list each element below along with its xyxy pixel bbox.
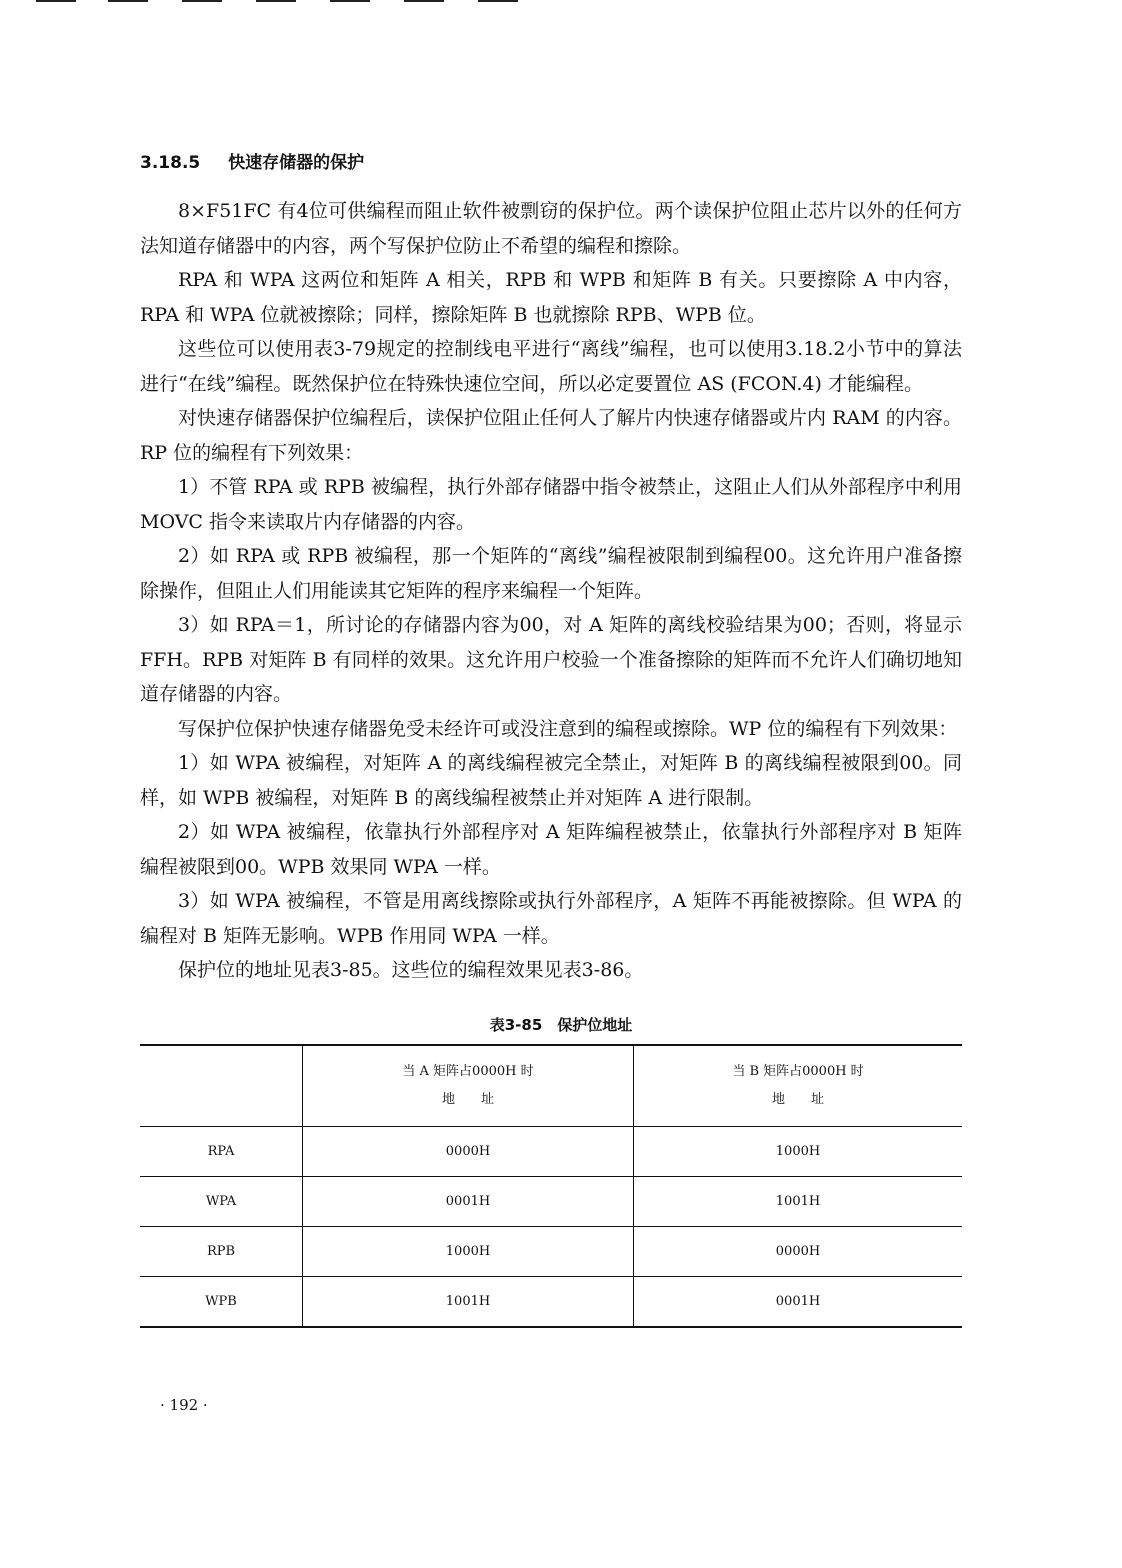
address-a-cell: 0001H (303, 1177, 634, 1227)
paragraph: 3）如 WPA 被编程，不管是用离线擦除或执行外部程序，A 矩阵不再能被擦除。但 WPA 的编程对 B 矩阵无影响。WPB 作用同 WPA 一样。 (140, 890, 962, 947)
paragraph: 1）如 WPA 被编程，对矩阵 A 的离线编程被完全禁止，对矩阵 B 的离线编程被限到00。同样，如 WPB 被编程，对矩阵 B 的离线编程被禁止并对矩阵 A 进行限制。 (140, 752, 962, 809)
table-row (140, 1227, 962, 1277)
address-a-cell: 1000H (303, 1227, 634, 1277)
header-empty-cell (140, 1045, 303, 1127)
paragraph: 2）如 RPA 或 RPB 被编程，那一个矩阵的“离线”编程被限制到编程00。这允许用户准备擦除操作，但阻止人们用能读其它矩阵的程序来编程一个矩阵。 (140, 545, 962, 602)
address-b-cell: 1001H (634, 1177, 963, 1227)
protection-bit-address-table (140, 1044, 962, 1328)
section-heading (140, 148, 364, 173)
bit-name-cell: RPB (140, 1227, 303, 1277)
address-b-cell: 0000H (634, 1227, 963, 1277)
table-row (140, 1277, 962, 1328)
address-a-cell: 0000H (303, 1127, 634, 1177)
paragraph: RPA 和 WPA 这两位和矩阵 A 相关，RPB 和 WPB 和矩阵 B 有关。只要擦除 A 中内容，RPA 和 WPA 位就被擦除；同样，擦除矩阵 B 也就擦除 RPB、WPB 位。 (140, 269, 962, 326)
table-header-row (140, 1045, 962, 1127)
paragraph: 保护位的地址见表3-85。这些位的编程效果见表3-86。 (178, 959, 644, 981)
paragraph: 2）如 WPA 被编程，依靠执行外部程序对 A 矩阵编程被禁止，依靠执行外部程序对 B 矩阵编程被限到00。WPB 效果同 WPA 一样。 (140, 821, 962, 878)
table-row (140, 1127, 962, 1177)
address-a-cell: 1001H (303, 1277, 634, 1328)
paragraph: 8×F51FC 有4位可供编程而阻止软件被剽窃的保护位。两个读保护位阻止芯片以外的任何方法知道存储器中的内容，两个写保护位防止不希望的编程和擦除。 (140, 200, 962, 257)
section-title: 快速存储器的保护 (228, 153, 365, 173)
table-caption: 表3-85 保护位地址 (489, 1016, 633, 1034)
paragraph: 写保护位保护快速存储器免受未经许可或没注意到的编程或擦除。WP 位的编程有下列效果： (178, 717, 958, 740)
address-b-cell: 0001H (634, 1277, 963, 1328)
table-row (140, 1177, 962, 1227)
bit-name-cell: WPB (140, 1277, 303, 1328)
paragraph: 对快速存储器保护位编程后，读保护位阻止任何人了解片内快速存储器或片内 RAM 的内容。RP 位的编程有下列效果： (140, 407, 962, 464)
bit-name-cell: RPA (140, 1127, 303, 1177)
body-text (140, 194, 962, 988)
paragraph: 这些位可以使用表3-79规定的控制线电平进行“离线”编程，也可以使用3.18.2小节中的算法进行“在线”编程。既然保护位在特殊快速位空间，所以必定要置位 AS (FCON.4) 才能编程。 (140, 338, 962, 395)
section-number: 3.18.5 (140, 153, 201, 173)
page-number: · 192 · (160, 1396, 208, 1414)
bit-name-cell: WPA (140, 1177, 303, 1227)
address-b-cell: 1000H (634, 1127, 963, 1177)
header-a-matrix: 当 A 矩阵占0000H 时 地 址 (303, 1045, 634, 1127)
header-b-matrix: 当 B 矩阵占0000H 时 地 址 (634, 1045, 963, 1127)
paragraph: 3）如 RPA＝1，所讨论的存储器内容为00，对 A 矩阵的离线校验结果为00；否则，将显示 FFH。RPB 对矩阵 B 有同样的效果。这允许用户校验一个准备擦除的矩阵而不允许人们确切地知道存储器的内容。 (140, 614, 962, 705)
paragraph: 1）不管 RPA 或 RPB 被编程，执行外部存储器中指令被禁止，这阻止人们从外部程序中利用 MOVC 指令来读取片内存储器的内容。 (140, 476, 962, 533)
